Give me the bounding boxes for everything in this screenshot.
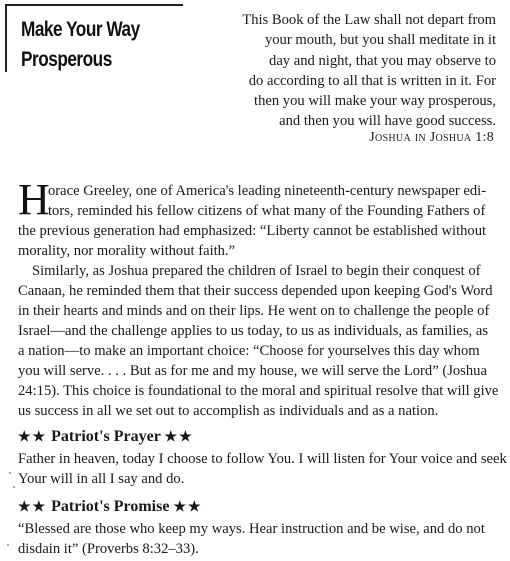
body-line: 24:15). This choice is foundational to the moral and spiritual resolve that will give [18,383,499,399]
epigraph-line: This Book of the Law shall not depart from [242,12,496,28]
body-line: in their hearts and minds and on their lips. He went on to challenge the people of [18,303,490,319]
prayer-heading-text: Patriot's Prayer [51,428,161,445]
prayer-line: Your will in all I say and do. [18,471,185,487]
promise-line: disdain it” (Proverbs 8:32–33). [18,541,199,557]
prayer-heading [18,428,194,446]
body-line: you will serve. . . . But as for me and my house, we will serve the Lord” (Joshua [18,363,487,379]
prayer-text [18,449,507,489]
epigraph-line: day and night, that you may observe to [269,52,496,69]
page-title-line-2: Prosperous [21,48,112,71]
scan-speck [7,544,9,546]
scan-speck [9,472,11,474]
epigraph-line: your mouth, but you shall meditate in it [264,32,496,49]
body-line: Israel—and the challenge applies to us today, to us as individuals, as families, as [18,323,488,339]
body-line: a nation—to make an important choice: “Choose for yourselves this day whom [18,343,480,359]
epigraph-line: then you will make your way prosperous, [254,93,496,110]
promise-heading [18,498,203,516]
epigraph-line: do according to all that is written in it. For [248,72,496,89]
star-icon: ★★ [18,430,48,445]
scan-speck [13,486,15,488]
body-line: the previous generation had emphasized: “Liberty cannot be established without [18,223,487,239]
epigraph-quote [196,10,496,132]
epigraph-line: and then you will have good success. [279,113,496,130]
promise-line: “Blessed are those who keep my ways. Hear instruction and be wise, and do not [18,521,485,537]
body-line: orace Greeley, one of America's leading nineteenth-century newspaper edi- [48,183,487,199]
epigraph-attribution: Joshua in Joshua 1:8 [369,130,494,145]
body-paragraphs [18,181,499,421]
body-line: tors, reminded his fellow citizens of what many of the Founding Fathers of [48,203,486,219]
promise-heading-text: Patriot's Promise [51,498,170,515]
star-icon: ★★ [164,430,194,445]
body-line: morality, nor morality without faith.” [18,243,236,259]
star-icon: ★★ [18,500,48,515]
star-icon: ★★ [173,500,203,515]
page-title-line-1: Make Your Way [21,18,140,41]
body-line: Canaan, he reminded them that their success depended upon keeping God's Word [18,283,493,299]
body-line: us success in all we set out to accomplish as individuals and as a nation. [18,403,439,419]
promise-text [18,519,485,559]
body-line: Similarly, as Joshua prepared the children of Israel to begin their conquest of [32,263,481,279]
prayer-line: Father in heaven, today I choose to follow You. I will listen for Your voice and seek [18,451,507,467]
drop-cap: H [18,175,50,224]
title-block [5,4,183,72]
